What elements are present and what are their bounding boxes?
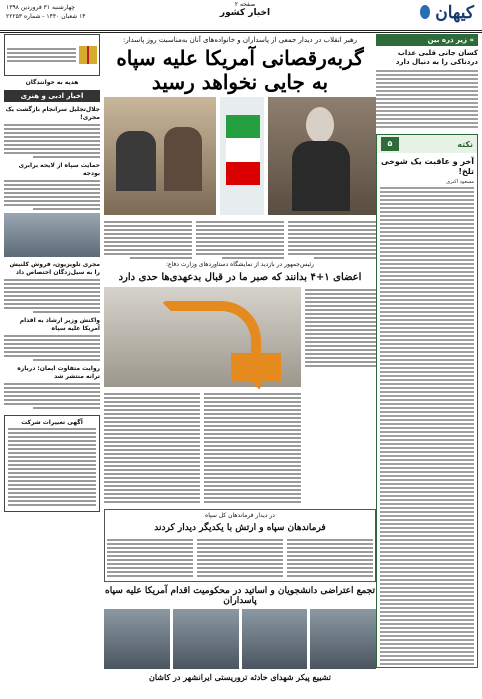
- lead-headline-line-2: به جایی نخواهد رسید: [151, 70, 329, 94]
- nokte-body: [377, 187, 477, 665]
- brief-body: [376, 70, 478, 128]
- arts-headline: جلال‌تجلیل سرانجام بازگشت یک مجری!: [5, 106, 100, 121]
- date-line: چهارشنبه ۳۱ فروردین ۱۳۹۸: [6, 4, 76, 11]
- arts-headline: حمایت سپاه از لایحه برابری بودجه: [18, 162, 100, 177]
- arts-headline: واکنش وزیر ارشاد به اقدام آمریکا علیه سپاه: [19, 317, 100, 332]
- column-kicker: » زیر ذره بین: [376, 34, 478, 46]
- logo-emblem-icon: [420, 5, 430, 19]
- story3-headline: فرماندهان سپاه و ارتش با یکدیگر دیدار کردند: [154, 523, 326, 533]
- lead-kicker: رهبر انقلاب در دیدار جمعی از پاسداران و خانواده‌های آنان به‌مناسبت روز پاسدار:: [122, 36, 358, 44]
- story3-kicker: در دیدار فرماندهان کل سپاه: [205, 512, 275, 519]
- legal-ad-box: [4, 415, 100, 512]
- ad-title: آگهی تغییرات شرکت: [21, 419, 83, 426]
- lead-headline-line-1: گربه‌رقصانی آمریکا علیه سپاه: [116, 46, 364, 70]
- lead-headline: [104, 46, 376, 94]
- nokte-badge: ۵: [381, 137, 399, 151]
- story2-block: [104, 287, 376, 505]
- lead-photos: [104, 97, 376, 215]
- nokte-box: [376, 134, 478, 668]
- arts-headline: مجری تلویزیون، فروش کلنیش را به سیل‌زدگان اختصاص داد: [9, 261, 100, 276]
- logo: کیهان: [435, 3, 474, 23]
- protest-photo: [104, 609, 170, 669]
- protest-photo: [173, 609, 239, 669]
- section-title: اخبار کشور: [219, 8, 271, 18]
- page-header: [160, 1, 330, 18]
- protest-photos: [104, 609, 376, 669]
- story4-headline: تجمع اعتراضی دانشجویان و اساتید در محکومیت اقدام آمریکا علیه سپاه پاسداران: [105, 586, 375, 606]
- arts-section-title: اخبار ادبی و هنری: [4, 90, 100, 102]
- promo-box: [4, 34, 100, 76]
- nokte-title: آخر و عاقبت یک شوخی تلخ!: [381, 157, 474, 176]
- arts-headline: روایت متفاوت ایمان: درباره ترانه منتشر شد: [17, 365, 100, 380]
- nokte-author: مسعود اکبری: [446, 179, 474, 185]
- story3-box: [104, 509, 376, 582]
- protest-photo: [242, 609, 308, 669]
- divider: [0, 32, 482, 33]
- nokte-tag: [377, 135, 477, 153]
- right-column: [376, 34, 478, 694]
- masthead: [0, 0, 482, 31]
- promo-title: هدیه به خوانندگان: [25, 79, 79, 86]
- protest-photo: [310, 609, 376, 669]
- story2-headline: اعضای ۱+۴ بدانند که صبر ما در قبال بدعهدی‌ها حدی دارد: [118, 272, 362, 283]
- story5-headline: تشییع پیکر شهدای حادثه تروریستی ایرانشهر در کاشان: [148, 672, 331, 682]
- story2-kicker: رئیس‌جمهور در بازدید از نمایشگاه دستاوردهای وزارت دفاع:: [165, 261, 315, 268]
- nokte-label: نکته: [457, 139, 473, 149]
- brief-title: کسان جانی قلبی عذاب دردناکی را به دنبال دارد: [395, 49, 478, 66]
- gift-icon: [79, 46, 97, 64]
- date-block: [6, 3, 86, 21]
- leader-photo: [268, 97, 376, 215]
- issue-line: ۱۴ شعبان ۱۴۴۰ - شماره ۲۲۲۵۳: [6, 13, 86, 20]
- page-number: صفحه ۲: [234, 1, 256, 8]
- lead-story-text: [104, 219, 376, 261]
- left-column: [4, 34, 100, 694]
- robot-arm-photo: [104, 287, 301, 387]
- arts-photo: [4, 213, 100, 257]
- iran-flag-icon: [226, 115, 260, 185]
- family-photo: [104, 97, 216, 215]
- main-area: [104, 34, 376, 694]
